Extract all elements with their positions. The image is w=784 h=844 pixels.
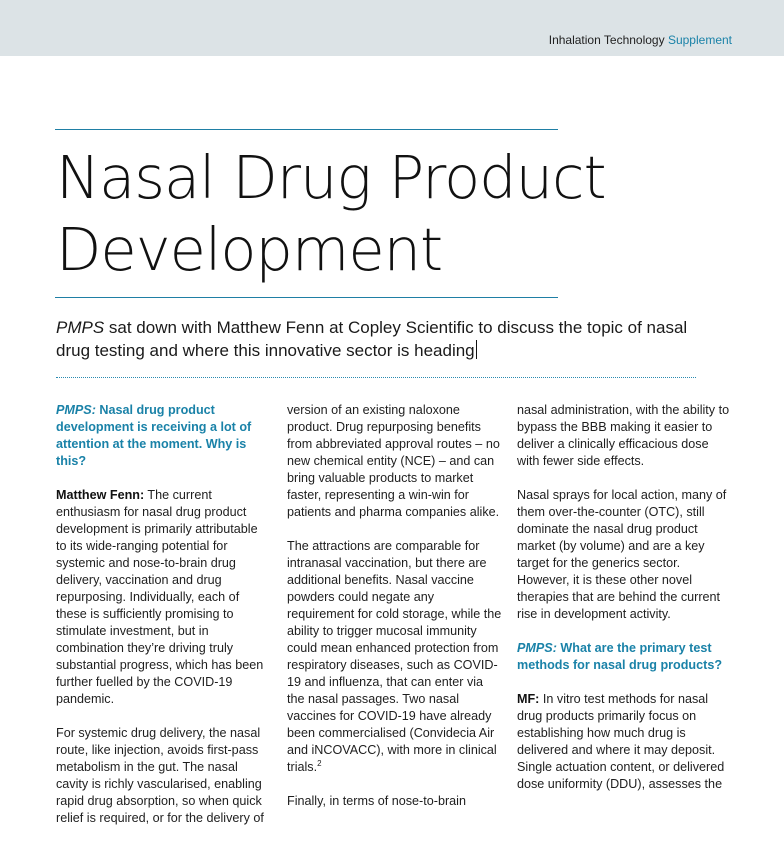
header-band (0, 0, 784, 56)
reference-marker: 2 (317, 758, 322, 768)
answer-2-text: In vitro test methods for nasal drug products primarily focus on establishing how much drug is delivered and where it may deposit. Single actuation content, or delivered dose uniformity (DDU), assesses the (517, 692, 725, 791)
question-2-label: PMPS: (517, 641, 557, 655)
title-line-1: Nasal Drug Product (56, 143, 606, 212)
column-3-paragraph-1: nasal administration, with the ability to bypass the BBB making it easier to deliver a clinically efficacious dose with fewer side effects. (517, 403, 730, 468)
column-2-paragraph-3: Finally, in terms of nose-to-brain (287, 794, 466, 808)
dotted-divider (56, 377, 696, 378)
column-1-paragraph-2: For systemic drug delivery, the nasal route, like injection, avoids first-pass metabolism in the gut. The nasal cavity is richly vascularised, enabling rapid drug absorption, so when quick relief is required, or for the delivery of (56, 726, 264, 825)
question-1 (56, 402, 271, 470)
standfirst-text: sat down with Matthew Fenn at Copley Scientific to discuss the topic of nasal drug testing and where this innovative sector is heading (56, 318, 688, 360)
question-2-text: What are the primary test methods for nasal drug products? (517, 641, 723, 672)
answer-1 (56, 487, 271, 708)
title-rule-bottom (55, 297, 558, 298)
article-title (56, 142, 696, 286)
column-2-paragraph-2-text: The attractions are comparable for intranasal vaccination, but there are additional benefits. Nasal vaccine powders could negate any requirement for cold storage, while the ability to trigger mucosal immunity could mean enhanced protection from respiratory diseases, such as COVID-19 and influenza, that can enter via the nasal passages. Two nasal vaccines for COVID-19 have already been commercialised (Convidecia Air and iNCOVACC), with more in clinical trials. (287, 539, 502, 774)
standfirst-lead: PMPS (56, 318, 105, 337)
text-cursor (476, 340, 477, 359)
answer-1-speaker: Matthew Fenn: (56, 488, 145, 502)
running-header (549, 33, 732, 47)
answer-1-text: The current enthusiasm for nasal drug product development is primarily attributable to its wide-ranging potential for systemic and nose-to-brain drug delivery, vaccination and drug repurposing. Individually, each of these is sufficiently promising to stimulate investment, but in combination they’re driving truly substantial progress, which has been further fuelled by the COVID-19 pandemic. (56, 488, 264, 706)
answer-2 (517, 691, 732, 793)
title-line-2: Development (56, 215, 443, 284)
title-rule-top (55, 129, 558, 130)
question-1-label: PMPS: (56, 403, 96, 417)
column-2-paragraph-1: version of an existing naloxone product. Drug repurposing benefits from abbreviated approval routes – no new chemical entity (NCE) – and can bring valuable products to market faster, representing a win-win for patients and pharma companies alike. (287, 403, 500, 519)
column-2 (287, 402, 502, 827)
question-2 (517, 640, 732, 674)
column-2-paragraph-2 (287, 538, 502, 776)
column-1 (56, 402, 271, 844)
column-3-paragraph-2: Nasal sprays for local action, many of them over-the-counter (OTC), still dominate the nasal drug product market (by volume) and are a key target for the generics sector. However, it is these other novel therapies that are behind the current rise in development activity. (517, 488, 727, 621)
question-1-text: Nasal drug product development is receiving a lot of attention at the moment. Why is this? (56, 403, 252, 468)
publication-name: Inhalation Technology (548, 33, 665, 47)
article-standfirst[interactable] (56, 316, 716, 362)
answer-2-speaker: MF: (517, 692, 540, 706)
column-3 (517, 402, 732, 810)
section-name: Supplement (667, 33, 732, 47)
